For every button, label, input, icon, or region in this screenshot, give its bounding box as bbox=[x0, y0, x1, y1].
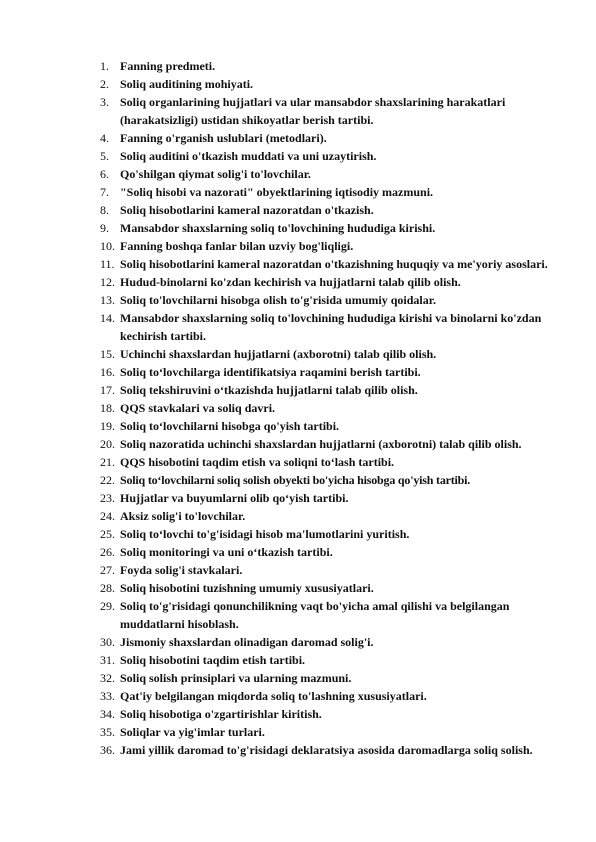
question-number: 20. bbox=[100, 437, 115, 451]
question-number: 13. bbox=[100, 293, 115, 307]
question-number: 21. bbox=[100, 455, 115, 469]
question-text: Soliq organlarining hujjatlari va ular mansabdor shaxslarining harakatlari (harakatsizligi) ustidan shikoyatlar berish tartibi. bbox=[120, 95, 506, 127]
question-text: Fanning o'rganish uslublari (metodlari). bbox=[120, 131, 327, 145]
question-text: Qat'iy belgilangan miqdorda soliq to'lashning xususiyatlari. bbox=[120, 689, 427, 703]
question-text: Soliq hisobotiga o'zgartirishlar kiritish. bbox=[120, 707, 322, 721]
question-text: Mansabdor shaxslarning soliq to'lovchining hududiga kirishi va binolarni ko'zdan kechirish tartibi. bbox=[120, 311, 542, 343]
question-text: Soliq auditini o'tkazish muddati va uni uzaytirish. bbox=[120, 149, 377, 163]
question-item bbox=[100, 543, 560, 561]
question-item bbox=[100, 597, 560, 633]
question-item bbox=[100, 291, 560, 309]
question-text: Qo'shilgan qiymat solig'i to'lovchilar. bbox=[120, 167, 311, 181]
question-text: Hujjatlar va buyumlarni olib qo‘yish tartibi. bbox=[120, 491, 349, 505]
question-number: 31. bbox=[100, 653, 115, 667]
question-text: Soliq solish prinsiplari va ularning mazmuni. bbox=[120, 671, 352, 685]
question-number: 33. bbox=[100, 689, 115, 703]
question-number: 6. bbox=[100, 167, 109, 181]
question-item bbox=[100, 435, 560, 453]
question-text: Soliq monitoringi va uni o‘tkazish tartibi. bbox=[120, 545, 333, 559]
question-number: 11. bbox=[100, 257, 115, 271]
question-number: 17. bbox=[100, 383, 115, 397]
question-number: 32. bbox=[100, 671, 115, 685]
question-item bbox=[100, 165, 560, 183]
question-item bbox=[100, 309, 560, 345]
question-item bbox=[100, 363, 560, 381]
question-number: 14. bbox=[100, 311, 115, 325]
question-item bbox=[100, 75, 560, 93]
question-item bbox=[100, 147, 560, 165]
question-text: Soliq to'g'risidagi qonunchilikning vaqt bo'yicha amal qilishi va belgilangan muddatlarni hisoblash. bbox=[120, 599, 510, 631]
question-number: 16. bbox=[100, 365, 115, 379]
question-number: 36. bbox=[100, 743, 115, 757]
question-text: Mansabdor shaxslarning soliq to'lovchining hududiga kirishi. bbox=[120, 221, 436, 235]
question-number: 29. bbox=[100, 599, 115, 613]
question-item bbox=[100, 489, 560, 507]
question-item bbox=[100, 651, 560, 669]
question-item bbox=[100, 741, 560, 759]
question-item bbox=[100, 273, 560, 291]
question-number: 7. bbox=[100, 185, 109, 199]
question-number: 10. bbox=[100, 239, 115, 253]
question-number: 12. bbox=[100, 275, 115, 289]
question-item bbox=[100, 255, 560, 273]
question-text: Fanning boshqa fanlar bilan uzviy bog'liqligi. bbox=[120, 239, 354, 253]
question-item bbox=[100, 399, 560, 417]
question-item bbox=[100, 453, 560, 471]
question-text: QQS stavkalari va soliq davri. bbox=[120, 401, 276, 415]
question-item bbox=[100, 579, 560, 597]
question-text: Soliq nazoratida uchinchi shaxslardan hujjatlarni (axborotni) talab qilib olish. bbox=[120, 437, 522, 451]
question-text: Soliq hisobotlarini kameral nazoratdan o'tkazishning huquqiy va me'yoriy asoslari. bbox=[120, 257, 548, 271]
question-number: 24. bbox=[100, 509, 115, 523]
question-text: Foyda solig'i stavkalari. bbox=[120, 563, 243, 577]
question-item bbox=[100, 201, 560, 219]
question-number: 26. bbox=[100, 545, 115, 559]
question-text: Jismoniy shaxslardan olinadigan daromad solig'i. bbox=[120, 635, 374, 649]
question-text: Soliq to'lovchilarni hisobga olish to'g'risida umumiy qoidalar. bbox=[120, 293, 436, 307]
question-text: Soliq tekshiruvini o‘tkazishda hujjatlarni talab qilib olish. bbox=[120, 383, 418, 397]
question-number: 4. bbox=[100, 131, 109, 145]
question-number: 15. bbox=[100, 347, 115, 361]
question-text: Soliq hisobotini tuzishning umumiy xususiyatlari. bbox=[120, 581, 374, 595]
question-number: 27. bbox=[100, 563, 115, 577]
question-text: Soliqlar va yig'imlar turlari. bbox=[120, 725, 265, 739]
question-text: Soliq auditining mohiyati. bbox=[120, 77, 254, 91]
question-item bbox=[100, 129, 560, 147]
question-text: Soliq to‘lovchilarni soliq solish obyekti bo'yicha hisobga qo'yish tartibi. bbox=[120, 473, 471, 487]
question-text: "Soliq hisobi va nazorati" obyektlarining iqtisodiy mazmuni. bbox=[120, 185, 434, 199]
question-number: 28. bbox=[100, 581, 115, 595]
question-item bbox=[100, 705, 560, 723]
question-item bbox=[100, 237, 560, 255]
question-text: Soliq hisobotini taqdim etish tartibi. bbox=[120, 653, 306, 667]
question-text: Soliq to‘lovchilarga identifikatsiya raqamini berish tartibi. bbox=[120, 365, 421, 379]
question-number: 23. bbox=[100, 491, 115, 505]
question-text: Soliq to‘lovchilarni hisobga qo'yish tartibi. bbox=[120, 419, 340, 433]
question-item bbox=[100, 669, 560, 687]
question-number: 35. bbox=[100, 725, 115, 739]
question-text: Fanning predmeti. bbox=[120, 59, 216, 73]
question-item bbox=[100, 687, 560, 705]
question-text: Uchinchi shaxslardan hujjatlarni (axborotni) talab qilib olish. bbox=[120, 347, 437, 361]
question-number: 18. bbox=[100, 401, 115, 415]
question-item bbox=[100, 57, 560, 75]
question-number: 9. bbox=[100, 221, 109, 235]
question-item bbox=[100, 345, 560, 363]
question-item bbox=[100, 381, 560, 399]
question-item bbox=[100, 525, 560, 543]
question-number: 34. bbox=[100, 707, 115, 721]
question-list bbox=[100, 57, 560, 759]
question-number: 2. bbox=[100, 77, 109, 91]
question-item bbox=[100, 471, 560, 489]
question-item bbox=[100, 723, 560, 741]
question-number: 25. bbox=[100, 527, 115, 541]
question-number: 5. bbox=[100, 149, 109, 163]
question-item bbox=[100, 561, 560, 579]
question-number: 1. bbox=[100, 59, 109, 73]
question-item bbox=[100, 633, 560, 651]
question-text: QQS hisobotini taqdim etish va soliqni to‘lash tartibi. bbox=[120, 455, 395, 469]
question-text: Aksiz solig'i to'lovchilar. bbox=[120, 509, 246, 523]
question-text: Soliq hisobotlarini kameral nazoratdan o'tkazish. bbox=[120, 203, 374, 217]
question-item bbox=[100, 507, 560, 525]
question-item bbox=[100, 183, 560, 201]
question-text: Soliq to‘lovchi to'g'isidagi hisob ma'lumotlarini yuritish. bbox=[120, 527, 410, 541]
question-number: 30. bbox=[100, 635, 115, 649]
question-item bbox=[100, 417, 560, 435]
question-item bbox=[100, 219, 560, 237]
question-item bbox=[100, 93, 560, 129]
question-number: 8. bbox=[100, 203, 109, 217]
question-number: 19. bbox=[100, 419, 115, 433]
question-number: 22. bbox=[100, 473, 115, 487]
question-number: 3. bbox=[100, 95, 109, 109]
question-text: Hudud-binolarni ko'zdan kechirish va hujjatlarni talab qilib olish. bbox=[120, 275, 461, 289]
question-text: Jami yillik daromad to'g'risidagi deklaratsiya asosida daromadlarga soliq solish. bbox=[120, 743, 533, 757]
